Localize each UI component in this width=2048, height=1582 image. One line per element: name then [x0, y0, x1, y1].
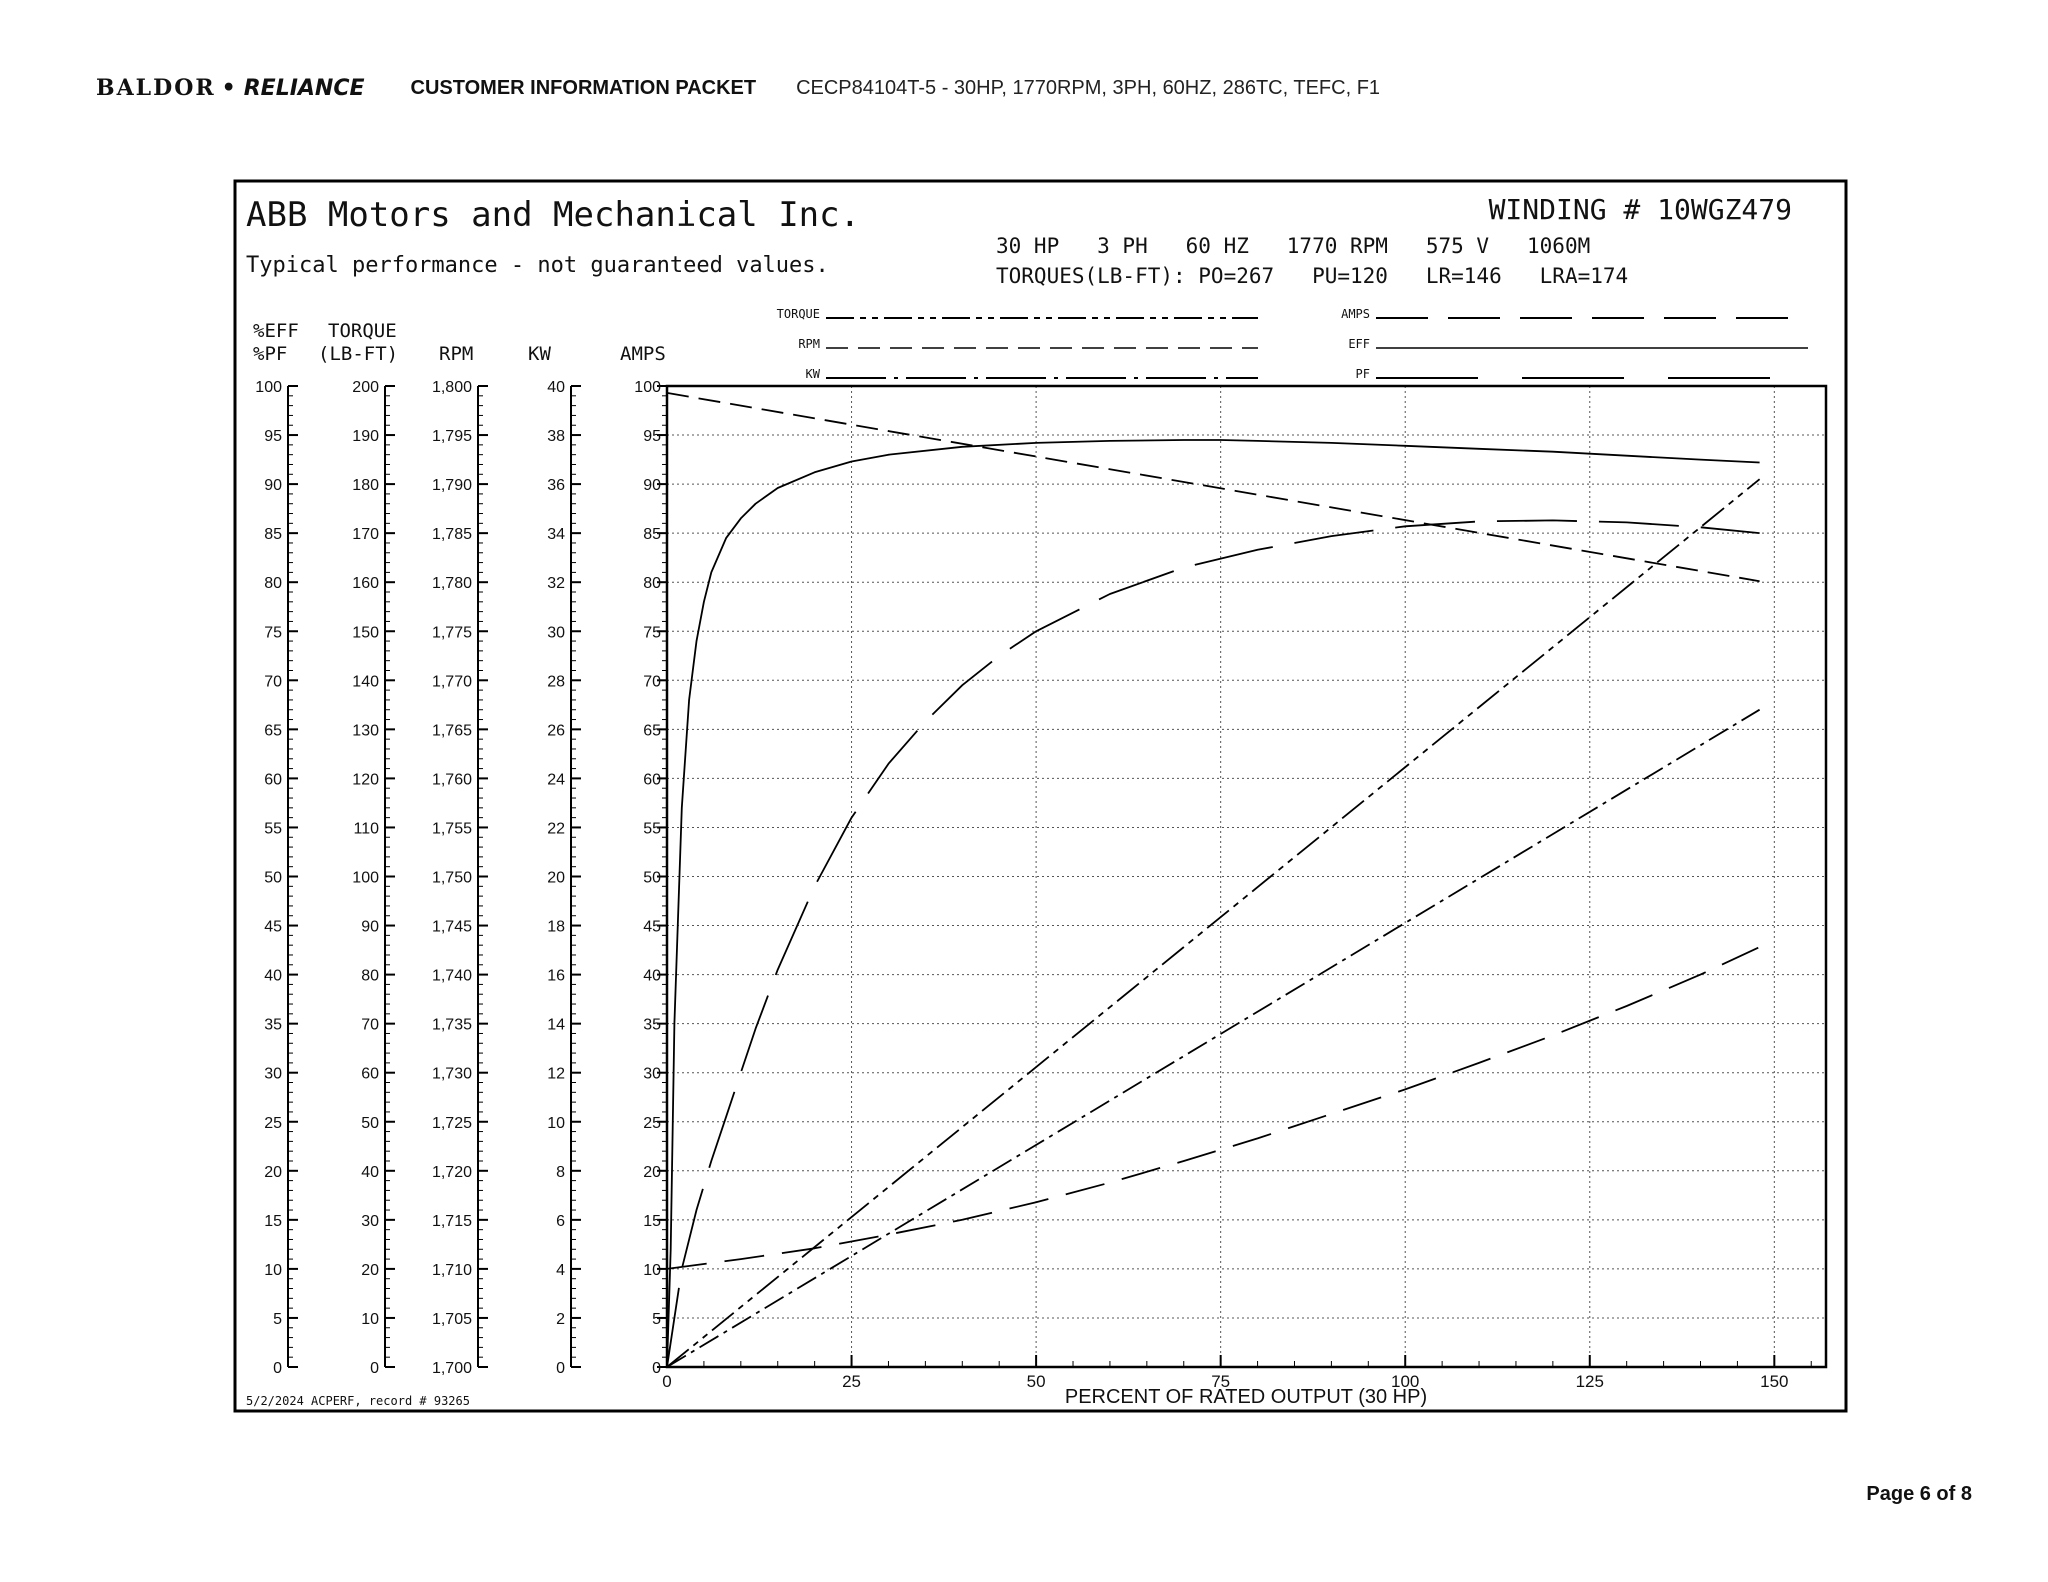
axis-title-amps: AMPS: [620, 343, 666, 365]
x-tick-label: 50: [1026, 1372, 1046, 1391]
scale-label-rpm: 1,735: [431, 1016, 472, 1034]
scale-label-torque: 70: [361, 1016, 379, 1034]
axis-title-torque-unit: (LB-FT): [318, 343, 399, 365]
scale-label-amps: 55: [643, 820, 661, 838]
x-axis-title: PERCENT OF RATED OUTPUT (30 HP): [1064, 1386, 1428, 1408]
scale-label-torque: 60: [361, 1065, 379, 1083]
motor-model: CECP84104T-5 - 30HP, 1770RPM, 3PH, 60HZ, 286TC, TEFC, F1: [796, 76, 1381, 99]
scale-label-rpm: 1,775: [431, 624, 472, 642]
scale-label-rpm: 1,765: [431, 722, 472, 740]
scale-label-eff-pf: 50: [264, 869, 282, 887]
scale-label-eff-pf: 65: [264, 722, 282, 740]
company-name: ABB Motors and Mechanical Inc.: [246, 195, 861, 235]
scale-label-eff-pf: 10: [264, 1261, 282, 1279]
scale-label-kw: 38: [547, 428, 565, 446]
scale-label-rpm: 1,795: [431, 428, 472, 446]
motor-specs: 30 HP 3 PH 60 HZ 1770 RPM 575 V 1060M: [996, 234, 1591, 258]
scale-label-torque: 20: [361, 1261, 379, 1279]
scale-label-kw: 24: [547, 771, 565, 789]
scale-label-amps: 0: [652, 1360, 661, 1377]
scale-label-kw: 8: [556, 1163, 565, 1181]
scale-label-amps: 35: [643, 1016, 661, 1034]
scale-label-amps: 95: [643, 428, 661, 446]
scale-label-amps: 45: [643, 918, 661, 936]
scale-label-amps: 75: [643, 624, 661, 642]
scale-label-rpm: 1,740: [431, 967, 472, 985]
scale-label-torque: 160: [352, 575, 379, 593]
scale-label-eff-pf: 55: [264, 820, 282, 838]
document-title: CUSTOMER INFORMATION PACKET: [410, 76, 757, 99]
scale-label-eff-pf: 20: [264, 1163, 282, 1181]
scale-label-rpm: 1,755: [431, 820, 472, 838]
scale-label-rpm: 1,750: [431, 869, 472, 887]
scale-label-kw: 30: [547, 624, 565, 642]
scale-label-torque: 120: [352, 771, 379, 789]
scale-label-amps: 60: [643, 771, 661, 789]
scale-label-kw: 20: [547, 869, 565, 887]
scale-label-torque: 30: [361, 1212, 379, 1230]
scale-label-eff-pf: 90: [264, 477, 282, 495]
scale-label-eff-pf: 40: [264, 967, 282, 985]
scale-label-amps: 25: [643, 1114, 661, 1132]
scale-label-kw: 0: [556, 1360, 565, 1377]
scale-label-rpm: 1,770: [431, 673, 472, 691]
scale-label-kw: 16: [547, 967, 565, 985]
scale-label-torque: 0: [370, 1360, 379, 1377]
scale-label-torque: 100: [352, 869, 379, 887]
scale-label-rpm: 1,745: [431, 918, 472, 936]
scale-label-kw: 22: [547, 820, 565, 838]
axis-title-eff: %EFF: [253, 320, 299, 342]
legend-label-torque: TORQUE: [776, 307, 820, 321]
scale-label-torque: 50: [361, 1114, 379, 1132]
report-footer: 5/2/2024 ACPERF, record # 93265: [246, 1394, 470, 1408]
scale-label-kw: 2: [556, 1310, 565, 1328]
legend-label-kw: KW: [805, 367, 820, 381]
scale-label-kw: 32: [547, 575, 565, 593]
scale-label-eff-pf: 80: [264, 575, 282, 593]
scale-label-amps: 15: [643, 1212, 661, 1230]
x-tick-label: 100: [1391, 1372, 1420, 1391]
scale-label-kw: 28: [547, 673, 565, 691]
scale-label-torque: 10: [361, 1310, 379, 1328]
scale-label-eff-pf: 15: [264, 1212, 282, 1230]
chart-frame: [235, 181, 1846, 1411]
brand-separator: •: [221, 75, 238, 101]
scale-label-amps: 5: [652, 1310, 661, 1328]
scale-label-kw: 18: [547, 918, 565, 936]
scale-label-kw: 6: [556, 1212, 565, 1230]
scale-label-rpm: 1,785: [431, 526, 472, 544]
scale-label-rpm: 1,780: [431, 575, 472, 593]
page-number: Page 6 of 8: [1866, 1483, 1972, 1505]
scale-label-torque: 90: [361, 918, 379, 936]
scale-label-torque: 110: [353, 820, 379, 838]
scale-label-amps: 30: [643, 1065, 661, 1083]
scale-label-rpm: 1,720: [431, 1163, 472, 1181]
scale-label-eff-pf: 25: [264, 1114, 282, 1132]
legend-label-pf: PF: [1355, 367, 1370, 381]
brand-reliance: RELIANCE: [243, 76, 365, 101]
scale-label-eff-pf: 5: [273, 1310, 282, 1328]
scale-label-kw: 36: [547, 477, 565, 495]
axis-title-kw: KW: [528, 343, 551, 365]
scale-label-rpm: 1,705: [431, 1310, 472, 1328]
scale-label-rpm: 1,800: [431, 379, 472, 396]
scale-label-amps: 10: [643, 1261, 661, 1279]
x-tick-label: 125: [1575, 1372, 1604, 1391]
scale-label-amps: 85: [643, 526, 661, 544]
scale-label-kw: 14: [547, 1016, 565, 1034]
brand-baldor: BALDOR: [96, 75, 216, 101]
scale-label-rpm: 1,730: [431, 1065, 472, 1083]
scale-label-kw: 4: [556, 1261, 565, 1279]
x-tick-label: 25: [842, 1372, 862, 1391]
scale-label-rpm: 1,790: [431, 477, 472, 495]
scale-label-torque: 130: [352, 722, 379, 740]
scale-label-kw: 26: [547, 722, 565, 740]
scale-label-eff-pf: 95: [264, 428, 282, 446]
x-tick-label: 0: [662, 1372, 672, 1391]
scale-label-torque: 40: [361, 1163, 379, 1181]
scale-label-eff-pf: 75: [264, 624, 282, 642]
scale-label-eff-pf: 100: [255, 379, 282, 396]
x-tick-label: 150: [1760, 1372, 1789, 1391]
scale-label-rpm: 1,710: [431, 1261, 472, 1279]
scale-label-amps: 70: [643, 673, 661, 691]
scale-label-torque: 170: [352, 526, 379, 544]
scale-label-eff-pf: 35: [264, 1016, 282, 1034]
scale-label-torque: 140: [352, 673, 379, 691]
scale-label-torque: 180: [352, 477, 379, 495]
scale-label-amps: 100: [634, 379, 661, 396]
scale-label-eff-pf: 30: [264, 1065, 282, 1083]
legend-label-rpm: RPM: [798, 337, 820, 351]
legend-label-amps: AMPS: [1341, 307, 1370, 321]
scale-label-amps: 65: [643, 722, 661, 740]
scale-label-torque: 190: [352, 428, 379, 446]
torque-summary: TORQUES(LB-FT): PO=267 PU=120 LR=146 LRA=174: [996, 264, 1629, 288]
scale-label-amps: 20: [643, 1163, 661, 1181]
scale-label-torque: 200: [352, 379, 379, 396]
scale-label-rpm: 1,725: [431, 1114, 472, 1132]
scale-label-rpm: 1,760: [431, 771, 472, 789]
scale-label-kw: 34: [547, 526, 565, 544]
scale-label-eff-pf: 0: [273, 1360, 282, 1377]
legend-label-eff: EFF: [1348, 337, 1370, 351]
scale-label-kw: 40: [547, 379, 565, 396]
scale-label-eff-pf: 45: [264, 918, 282, 936]
scale-label-eff-pf: 85: [264, 526, 282, 544]
axis-title-torque: TORQUE: [328, 320, 397, 342]
x-tick-label: 75: [1211, 1372, 1231, 1391]
scale-label-amps: 40: [643, 967, 661, 985]
scale-label-eff-pf: 70: [264, 673, 282, 691]
scale-label-kw: 10: [547, 1114, 565, 1132]
report-subtitle: Typical performance - not guaranteed values.: [246, 253, 829, 278]
winding-number: WINDING # 10WGZ479: [1488, 193, 1792, 226]
scale-label-torque: 80: [361, 967, 379, 985]
scale-label-amps: 50: [643, 869, 661, 887]
scale-label-eff-pf: 60: [264, 771, 282, 789]
scale-label-torque: 150: [352, 624, 379, 642]
scale-label-rpm: 1,700: [431, 1360, 472, 1377]
scale-label-rpm: 1,715: [431, 1212, 472, 1230]
axis-title-pf: %PF: [253, 343, 288, 365]
scale-label-amps: 80: [643, 575, 661, 593]
axis-title-rpm: RPM: [439, 343, 474, 365]
scale-label-amps: 90: [643, 477, 661, 495]
scale-label-kw: 12: [547, 1065, 565, 1083]
